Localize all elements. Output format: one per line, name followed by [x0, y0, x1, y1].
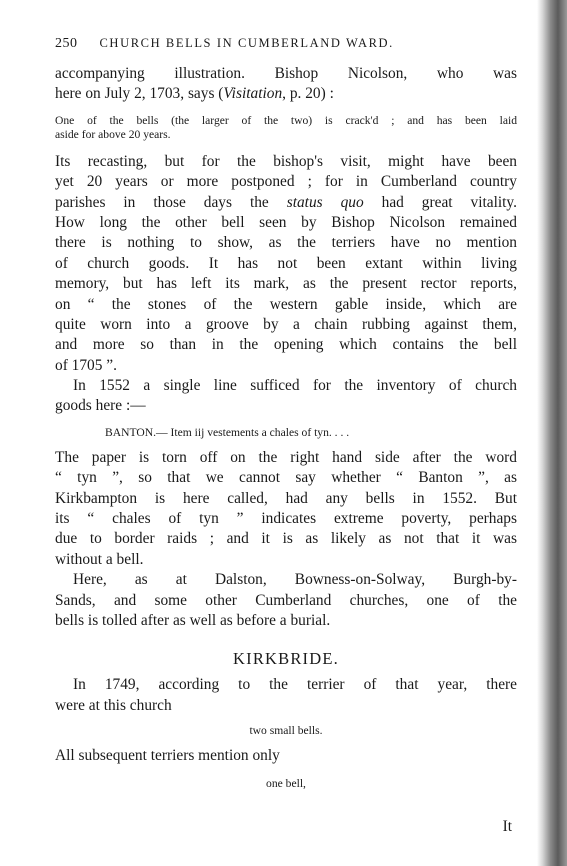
paragraph	[55, 64, 517, 105]
quote-line: One of the bells (the larger of the two) is crack'd ; and has been laid	[55, 113, 517, 127]
running-header	[55, 36, 517, 60]
paragraph	[55, 675, 517, 716]
text-line: All subsequent terriers mention only	[55, 747, 280, 765]
text-line: of church goods. It has not been extant within living	[55, 254, 517, 272]
text-line: The paper is torn off on the right hand side after the word	[55, 448, 517, 466]
text-line: goods here :—	[55, 397, 146, 415]
section-heading: KIRKBRIDE.	[233, 649, 339, 669]
catchword: It	[502, 818, 512, 835]
page-content	[55, 36, 517, 791]
binding-edge	[537, 0, 567, 866]
quote-line: aside for above 20 years.	[55, 127, 171, 141]
text-line: “ tyn ”, so that we cannot say whether “ Banton ”, as	[55, 469, 517, 487]
italic-phrase: Visitation	[223, 85, 283, 103]
text-line: Here, as at Dalston, Bowness-on-Solway, Burgh-by-	[73, 571, 517, 589]
text-line: Its recasting, but for the bishop's visit, might have been	[55, 152, 517, 170]
text-line: and more so than in the opening which contains the bell	[55, 336, 517, 354]
text-line: here on July 2, 1703, says (Visitation, p. 20) :	[55, 85, 334, 103]
text-line: of 1705 ”.	[55, 356, 117, 374]
text-line: parishes in those days the status quo had great vitality.	[55, 193, 517, 211]
text-line: on “ the stones of the western gable inside, which are	[55, 295, 517, 313]
text-line: memory, but has left its mark, as the present rector reports,	[55, 275, 517, 293]
paragraph	[55, 570, 517, 631]
italic-phrase: status quo	[286, 193, 364, 211]
text-line: Kirkbampton is here called, had any bells in 1552. But	[55, 489, 517, 507]
text-line: In 1552 a single line sufficed for the inventory of church	[73, 377, 517, 395]
text-line: without a bell.	[55, 550, 144, 568]
paragraph	[55, 152, 517, 376]
text-line: In 1749, according to the terrier of that year, there	[73, 676, 517, 694]
text-line: quite worn into a groove by a chain rubbing against them,	[55, 315, 517, 333]
running-title: CHURCH BELLS IN CUMBERLAND WARD.	[99, 36, 394, 50]
text-line: How long the other bell seen by Bishop Nicolson remained	[55, 213, 517, 231]
text-line: were at this church	[55, 696, 172, 714]
text-line: its “ chales of tyn ” indicates extreme poverty, perhaps	[55, 510, 517, 528]
block-quote	[55, 114, 517, 142]
inventory-quote: BANTON.— Item iij vestements a chales of tyn. . . .	[105, 425, 350, 439]
text-line: due to border raids ; and it is as likely as not that it was	[55, 530, 517, 548]
text-line: there is nothing to show, as the terriers have no mention	[55, 234, 517, 252]
paragraph	[55, 376, 517, 417]
centered-quote: two small bells.	[249, 724, 323, 738]
text-line: accompanying illustration. Bishop Nicolson, who was	[55, 65, 517, 82]
paragraph	[55, 448, 517, 570]
text-line: bells is tolled after as well as before a burial.	[55, 611, 331, 629]
page-number: 250	[55, 36, 78, 51]
text-line: yet 20 years or more postponed ; for in Cumberland country	[55, 173, 517, 191]
text-line: Sands, and some other Cumberland churches, one of the	[55, 591, 517, 609]
centered-quote: one bell,	[266, 776, 306, 790]
